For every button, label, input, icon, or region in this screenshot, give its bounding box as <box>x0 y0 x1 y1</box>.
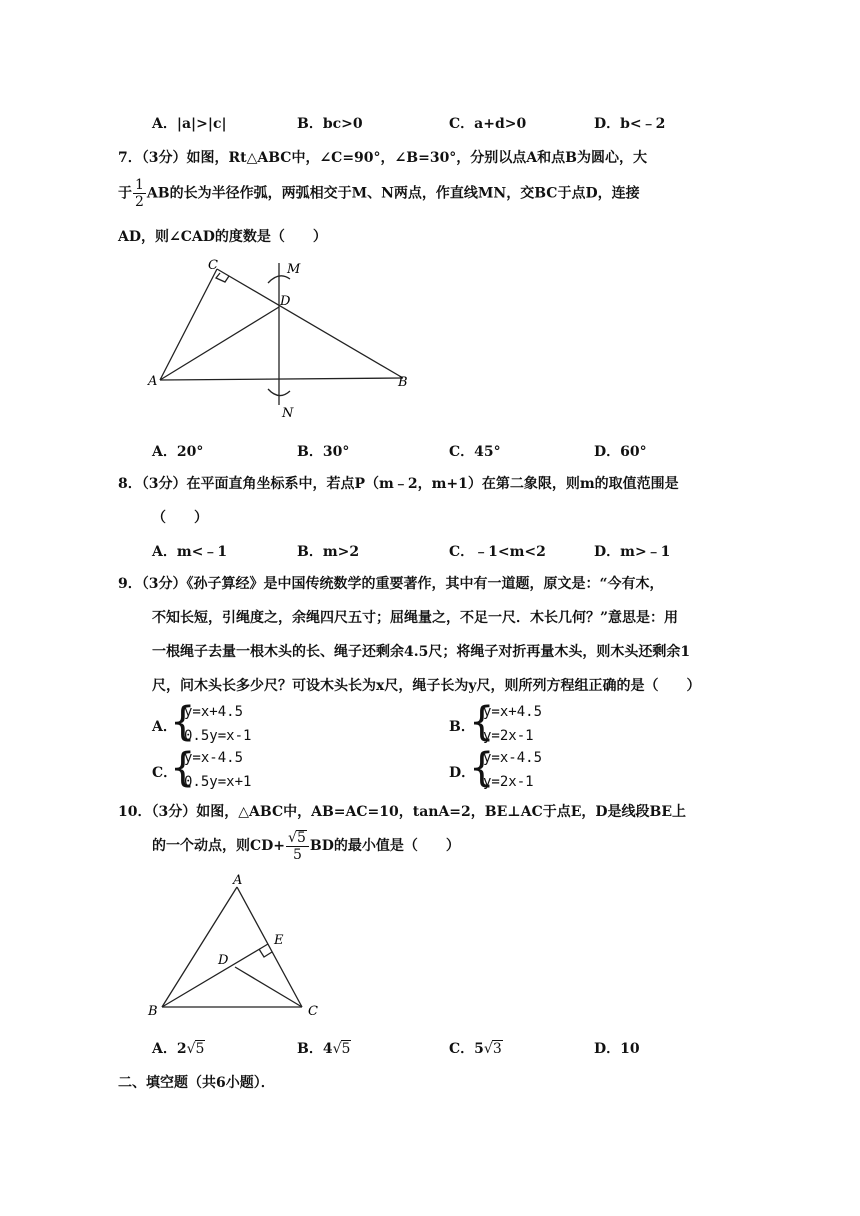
q10-label-e: E <box>274 933 284 948</box>
q6-option-d: D．b<﹣2 <box>594 116 666 132</box>
q10-segment-ab <box>162 887 237 1007</box>
q10-figure <box>140 872 340 1027</box>
q9-option-d-brace: { <box>469 745 495 791</box>
q9-option-b-eq2: y=2x-1 <box>483 728 534 744</box>
q6-option-a: A．|a|>|c| <box>152 116 227 132</box>
q7-segment-cb <box>217 269 403 378</box>
q10-label-a: A <box>233 873 243 888</box>
q10-line2: 的一个动点，则CD+ $\frac{√5}{5}$ BD的最小值是（ ） <box>152 830 460 863</box>
q8-line2: （ ） <box>152 510 208 526</box>
q8-option-a: A．m<﹣1 <box>152 544 228 560</box>
q7-label-c: C <box>208 258 218 273</box>
q9-option-b-brace: { <box>469 699 495 745</box>
q9-option-b-label: B． <box>449 719 475 735</box>
q9-option-c-label: C． <box>152 765 178 781</box>
q8-line1: 8．（3分）在平面直角坐标系中，若点P（m﹣2，m+1）在第二象限，则m的取值范围是 <box>118 476 679 492</box>
q9-option-c-eq1: y=x-4.5 <box>184 750 244 766</box>
q7-label-n: N <box>282 406 294 421</box>
q6-option-c: C．a+d>0 <box>449 116 527 132</box>
q8-option-c: C．﹣1<m<2 <box>449 544 546 560</box>
section-2-heading: 二、填空题（共6小题）． <box>118 1075 275 1091</box>
q10-line1: 10．（3分）如图，△ABC中，AB=AC=10，tanA=2，BE⊥AC于点E，D是线段BE上 <box>118 804 687 820</box>
q7-segment-ad <box>160 307 279 380</box>
q7-line2: 于 $\frac{1}{2}$ AB的长为半径作弧，两弧相交于M、N两点，作直线MN，交BC于点D，连接 <box>118 177 640 210</box>
q7-option-c: C．45° <box>449 444 501 460</box>
q6-option-b: B．bc>0 <box>297 116 363 132</box>
q10-segment-dc <box>235 967 302 1007</box>
q7-figure <box>140 255 430 425</box>
q10-label-c: C <box>308 1004 318 1019</box>
q9-line3: 一根绳子去量一根木头的长、绳子还剩余4.5尺；将绳子对折再量木头，则木头还剩余1 <box>152 644 691 660</box>
q8-option-d: D．m>﹣1 <box>594 544 671 560</box>
q9-option-d-label: D． <box>449 765 476 781</box>
q7-line1: 7．（3分）如图，Rt△ABC中，∠C=90°，∠B=30°，分别以点A和点B为圆心，大 <box>118 150 648 166</box>
q9-option-d-eq1: y=x-4.5 <box>483 750 543 766</box>
q9-option-a-brace: { <box>170 699 196 745</box>
q10-option-c: C．5√3 <box>449 1041 502 1057</box>
q9-option-c-brace: { <box>170 745 196 791</box>
q9-option-a-eq1: y=x+4.5 <box>184 704 244 720</box>
q10-segment-be <box>162 944 268 1007</box>
q7-label-m: M <box>287 262 301 277</box>
q7-label-b: B <box>398 375 408 390</box>
q10-segment-ac <box>237 887 302 1007</box>
q9-line1: 9．（3分）《孙子算经》是中国传统数学的重要著作，其中有一道题，原文是：“今有木， <box>118 576 664 592</box>
q9-option-a-label: A． <box>152 719 177 735</box>
q9-option-c-eq2: 0.5y=x+1 <box>184 774 252 790</box>
q7-line3: AD，则∠CAD的度数是（ ） <box>118 229 327 245</box>
q10-label-d: D <box>218 953 229 968</box>
q7-segment-ac <box>160 269 217 380</box>
q9-line2: 不知长短，引绳度之，余绳四尺五寸；屈绳量之，不足一尺．木长几何？”意思是：用 <box>152 610 679 626</box>
q10-option-b: B．4√5 <box>297 1041 351 1057</box>
q9-option-a-eq2: 0.5y=x-1 <box>184 728 252 744</box>
q8-option-b: B．m>2 <box>297 544 360 560</box>
q10-option-a: A．2√5 <box>152 1041 205 1057</box>
q9-option-d-eq2: y=2x-1 <box>483 774 534 790</box>
q10-option-d: D．10 <box>594 1041 640 1057</box>
q10-right-angle-mark <box>259 949 272 957</box>
q9-line4: 尺，问木头长多少尺？可设木头长为x尺，绳子长为y尺，则所列方程组正确的是（ ） <box>152 678 701 694</box>
q7-label-d: D <box>280 294 291 309</box>
q7-label-a: A <box>148 374 158 389</box>
q7-option-b: B．30° <box>297 444 350 460</box>
q10-label-b: B <box>148 1004 158 1019</box>
q7-segment-ab <box>160 378 403 380</box>
q9-option-b-eq1: y=x+4.5 <box>483 704 543 720</box>
q7-option-a: A．20° <box>152 444 204 460</box>
q7-option-d: D．60° <box>594 444 647 460</box>
